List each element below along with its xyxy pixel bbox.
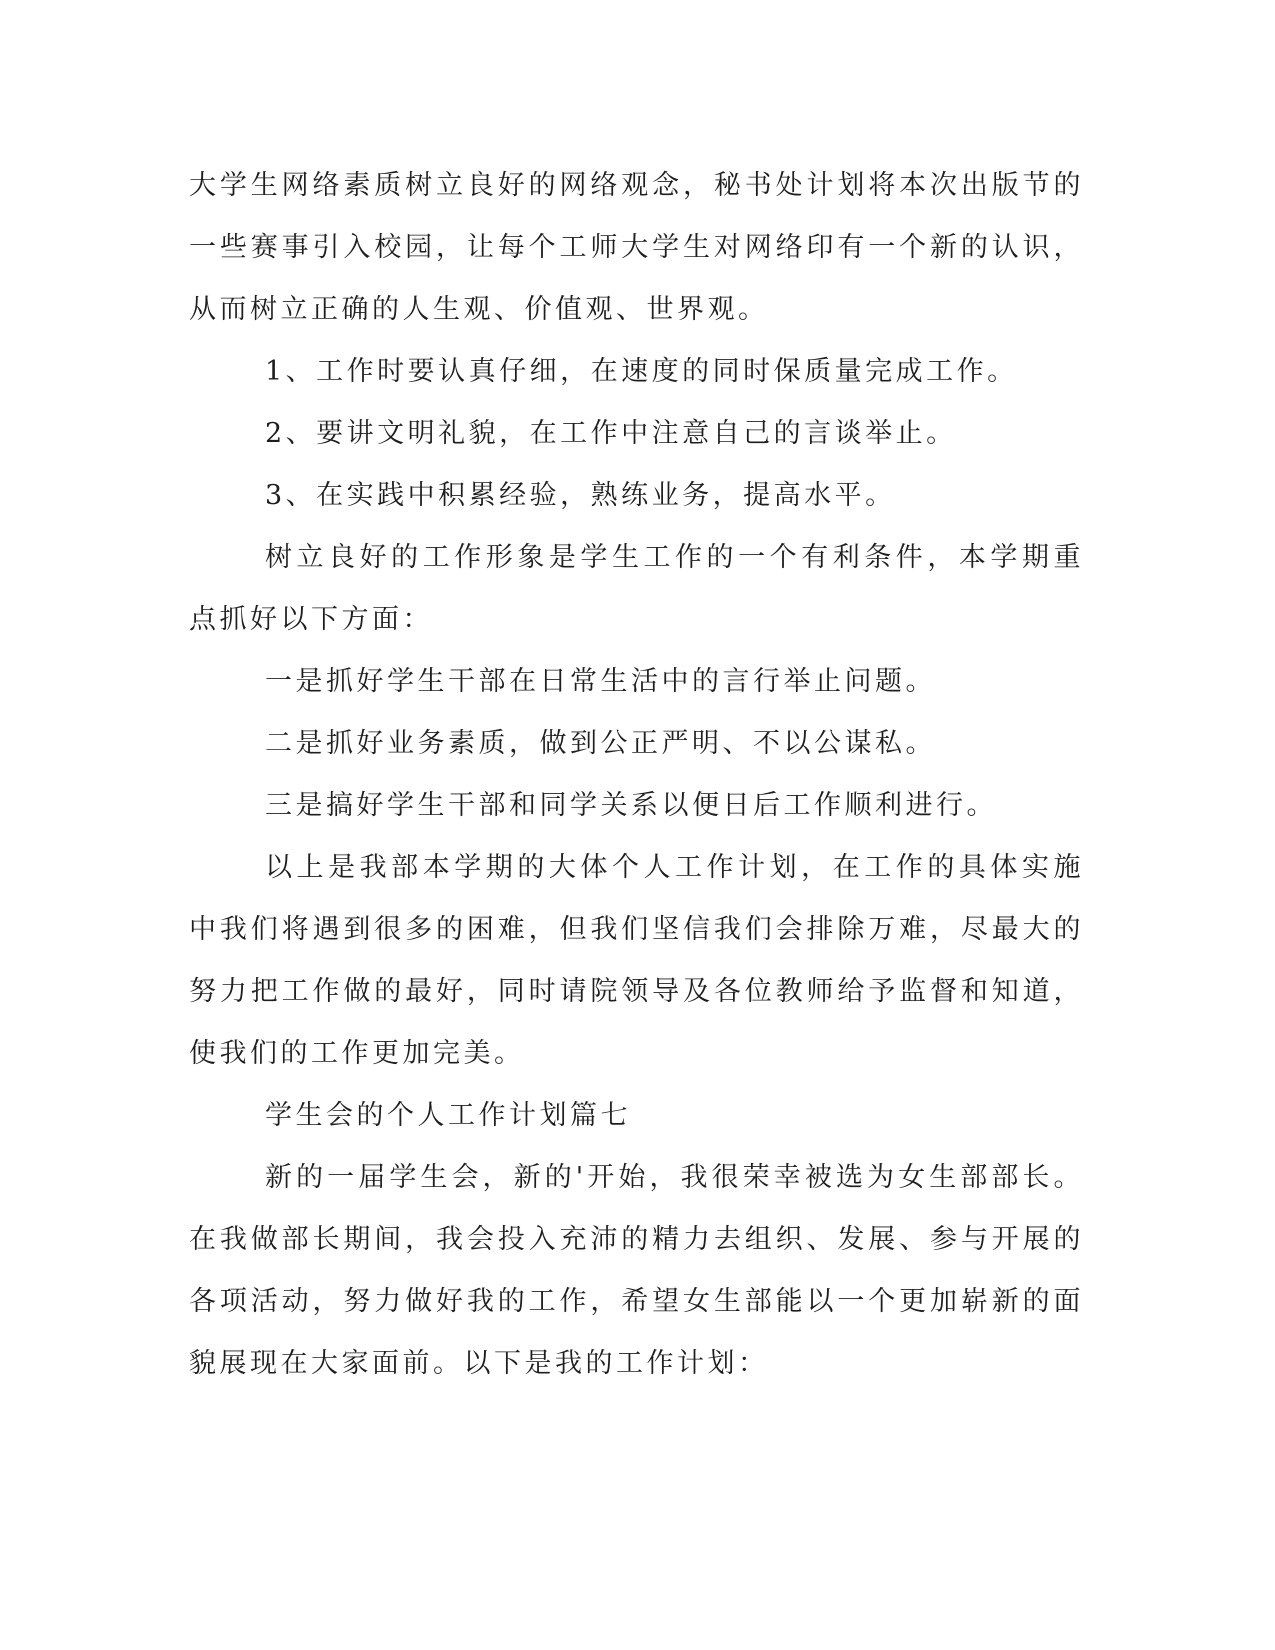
- paragraph-point-one: 一是抓好学生干部在日常生活中的言行举止问题。: [265, 666, 936, 697]
- paragraph-item-1: 1、工作时要认真仔细，在速度的同时保质量完成工作。: [265, 356, 1018, 387]
- section-heading: 学生会的个人工作计划篇七: [265, 1100, 631, 1131]
- paragraph-work-image: 树立良好的工作形象是学生工作的一个有利条件，本学期重点抓好以下方面：: [189, 542, 1084, 635]
- paragraph-item-2: 2、要讲文明礼貌，在工作中注意自己的言谈举止。: [265, 418, 957, 449]
- paragraph-network-literacy: 大学生网络素质树立良好的网络观念，秘书处计划将本次出版节的一些赛事引入校园，让每个工师大学生对网络印有一个新的认识，从而树立正确的人生观、价值观、世界观。: [189, 170, 1084, 325]
- paragraph-point-two: 二是抓好业务素质，做到公正严明、不以公谋私。: [265, 728, 936, 759]
- paragraph-new-term: 新的一届学生会，新的'开始，我很荣幸被选为女生部部长。在我做部长期间，我会投入充沛的精力去组织、发展、参与开展的各项活动，努力做好我的工作，希望女生部能以一个更加崭新的面貌展现在大家面前。以下是我的工作计划：: [189, 1162, 1084, 1379]
- document-body: [189, 155, 1084, 1395]
- paragraph-point-three: 三是搞好学生干部和同学关系以便日后工作顺利进行。: [265, 790, 997, 821]
- paragraph-item-3: 3、在实践中积累经验，熟练业务，提高水平。: [265, 480, 896, 511]
- paragraph-summary: 以上是我部本学期的大体个人工作计划，在工作的具体实施中我们将遇到很多的困难，但我们坚信我们会排除万难，尽最大的努力把工作做的最好，同时请院领导及各位教师给予监督和知道，使我们的工作更加完美。: [189, 852, 1084, 1069]
